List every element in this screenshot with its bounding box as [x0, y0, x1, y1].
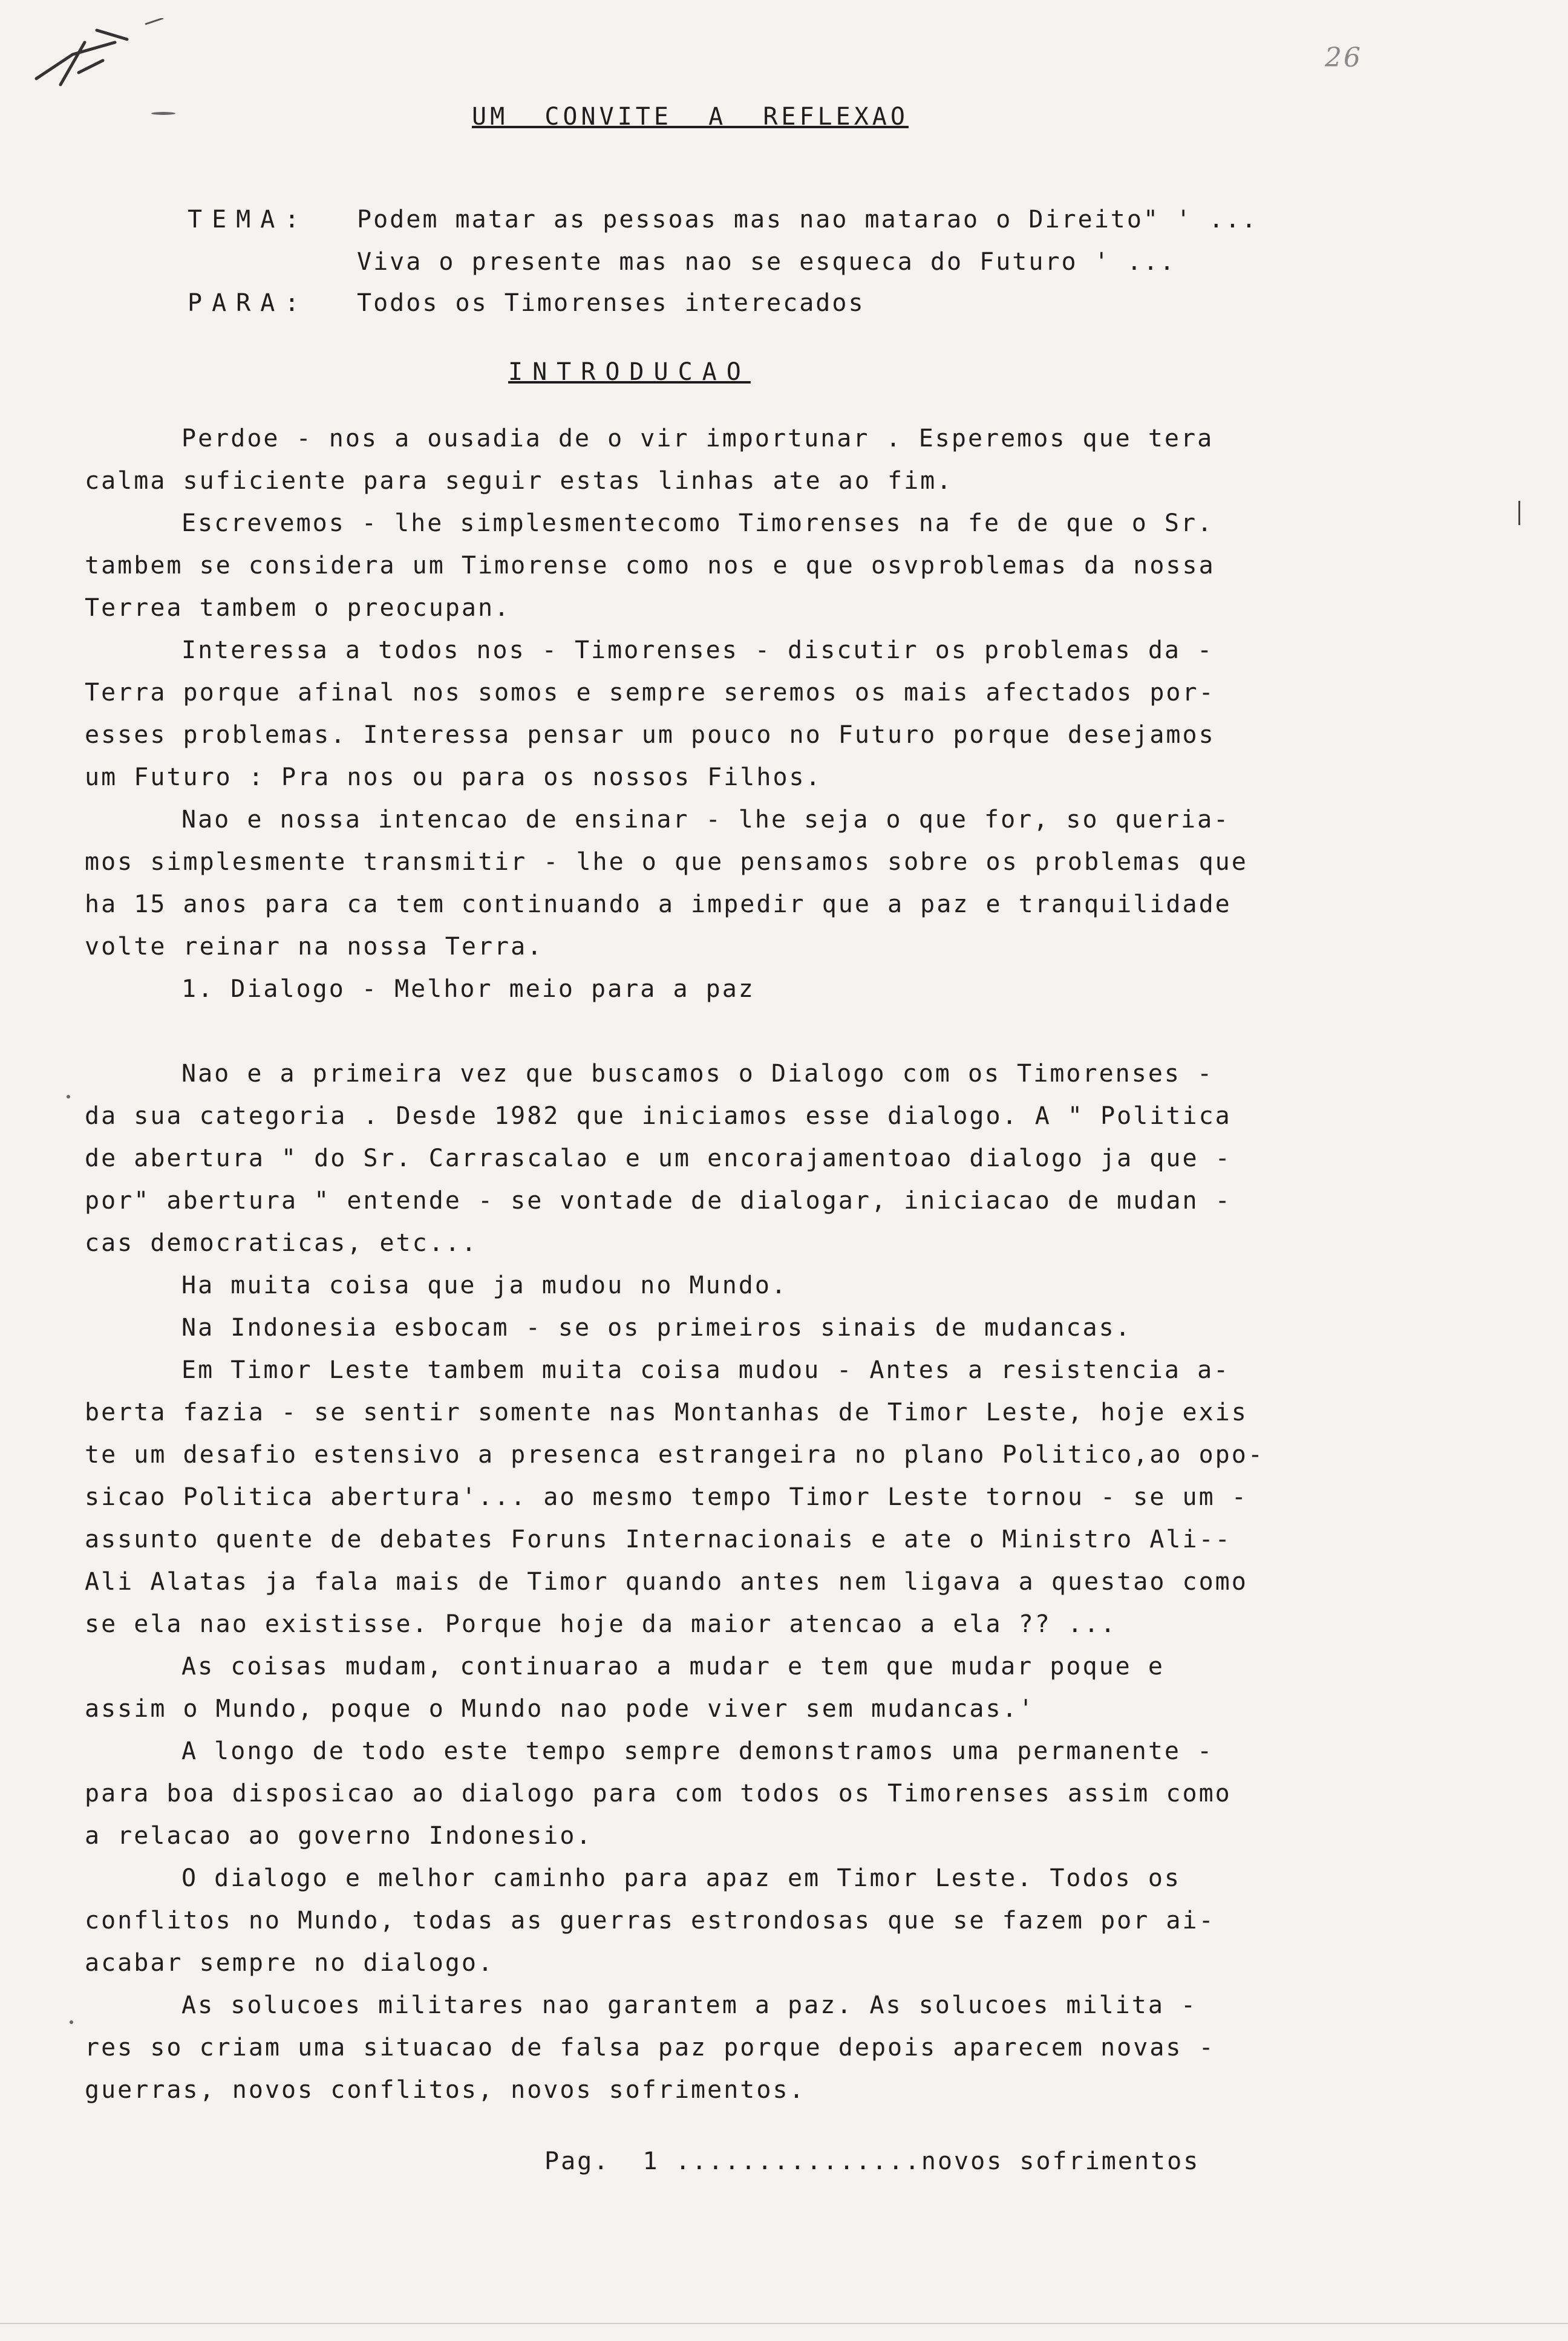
body-line: da sua categoria . Desde 1982 que iniciamos esse dialogo. A " Politica: [85, 1102, 1232, 1130]
body-line: cas democraticas, etc...: [85, 1229, 478, 1257]
body-line: mos simplesmente transmitir - lhe o que pensamos sobre os problemas que: [85, 848, 1248, 876]
body-line: res so criam uma situacao de falsa paz porque depois aparecem novas -: [85, 2034, 1215, 2062]
para-line: Todos os Timorenses interecados: [357, 289, 865, 317]
document-title: UM CONVITE A REFLEXAO: [472, 103, 909, 131]
para-label: PARA:: [188, 289, 309, 317]
body-text: [85, 417, 1264, 2111]
body-line: um Futuro : Pra nos ou para os nossos Filhos.: [85, 763, 822, 791]
body-line: guerras, novos conflitos, novos sofrimentos.: [85, 2076, 806, 2104]
body-line: Terrea tambem o preocupan.: [85, 594, 511, 622]
body-line: assunto quente de debates Foruns Internacionais e ate o Ministro Ali--: [85, 1526, 1232, 1553]
body-line: de abertura " do Sr. Carrascalao e um encorajamentoao dialogo ja que -: [85, 1144, 1232, 1172]
body-line: assim o Mundo, poque o Mundo nao pode viver sem mudancas.': [85, 1695, 1035, 1723]
page-number-handwritten: 26: [1325, 42, 1362, 73]
bottom-edge-mark: [0, 2323, 1568, 2324]
body-line: Nao e nossa intencao de ensinar - lhe seja o que for, so queria-: [181, 806, 1230, 834]
body-line: por" abertura " entende - se vontade de dialogar, iniciacao de mudan -: [85, 1187, 1232, 1215]
body-line: Interessa a todos nos - Timorenses - discutir os problemas da -: [181, 636, 1214, 664]
body-line: ha 15 anos para ca tem continuando a impedir que a paz e tranquilidade: [85, 890, 1232, 918]
body-line: Em Timor Leste tambem muita coisa mudou - Antes a resistencia a-: [181, 1356, 1230, 1384]
body-line: Ali Alatas ja fala mais de Timor quando antes nem ligava a questao como: [85, 1568, 1248, 1596]
body-line: calma suficiente para seguir estas linhas ate ao fim.: [85, 467, 953, 495]
body-line: conflitos no Mundo, todas as guerras estrondosas que se fazem por ai-: [85, 1907, 1215, 1935]
body-line: tambem se considera um Timorense como nos e que osvproblemas da nossa: [85, 552, 1215, 580]
tema-line-1: Podem matar as pessoas mas nao matarao o Direito" ' ...: [357, 206, 1258, 233]
body-line: esses problemas. Interessa pensar um pouco no Futuro porque desejamos: [85, 721, 1215, 749]
body-line: As solucoes militares nao garantem a paz. As solucoes milita -: [181, 1991, 1198, 2019]
body-line: Nao e a primeira vez que buscamos o Dialogo com os Timorenses -: [181, 1060, 1214, 1088]
handwritten-scribble: [24, 18, 181, 103]
body-line: Ha muita coisa que ja mudou no Mundo.: [181, 1272, 788, 1299]
body-line: Perdoe - nos a ousadia de o vir importunar . Esperemos que tera: [181, 425, 1214, 452]
body-line: se ela nao existisse. Porque hoje da maior atencao a ela ?? ...: [85, 1610, 1117, 1638]
body-line: Escrevemos - lhe simplesmentecomo Timorenses na fe de que o Sr.: [181, 509, 1214, 537]
tema-label: TEMA:: [188, 206, 309, 233]
ink-speck: [70, 2020, 73, 2024]
ink-speck: [67, 1095, 70, 1099]
ink-speck: [151, 112, 175, 115]
margin-mark: [1518, 501, 1520, 525]
body-line: A longo de todo este tempo sempre demonstramos uma permanente -: [181, 1737, 1214, 1765]
body-line: a relacao ao governo Indonesio.: [85, 1822, 593, 1850]
tema-line-2: Viva o presente mas nao se esqueca do Futuro ' ...: [357, 248, 1177, 276]
body-line: 1. Dialogo - Melhor meio para a paz: [181, 975, 755, 1003]
body-line: berta fazia - se sentir somente nas Montanhas de Timor Leste, hoje exis: [85, 1399, 1248, 1426]
body-line: [85, 1010, 1264, 1053]
body-line: Terra porque afinal nos somos e sempre seremos os mais afectados por-: [85, 679, 1215, 707]
body-line: Na Indonesia esbocam - se os primeiros sinais de mudancas.: [181, 1314, 1132, 1342]
body-line: sicao Politica abertura'... ao mesmo tempo Timor Leste tornou - se um -: [85, 1483, 1248, 1511]
body-line: volte reinar na nossa Terra.: [85, 933, 544, 961]
body-line: As coisas mudam, continuarao a mudar e tem que mudar poque e: [181, 1653, 1165, 1680]
body-line: para boa disposicao ao dialogo para com todos os Timorenses assim como: [85, 1780, 1232, 1807]
body-line: acabar sempre no dialogo.: [85, 1949, 495, 1977]
page-footer: Pag. 1 ...............novos sofrimentos: [544, 2147, 1200, 2175]
introduction-heading: INTRODUCAO: [508, 358, 751, 386]
body-line: O dialogo e melhor caminho para apaz em Timor Leste. Todos os: [181, 1864, 1181, 1892]
body-line: te um desafio estensivo a presenca estrangeira no plano Politico,ao opo-: [85, 1441, 1264, 1469]
